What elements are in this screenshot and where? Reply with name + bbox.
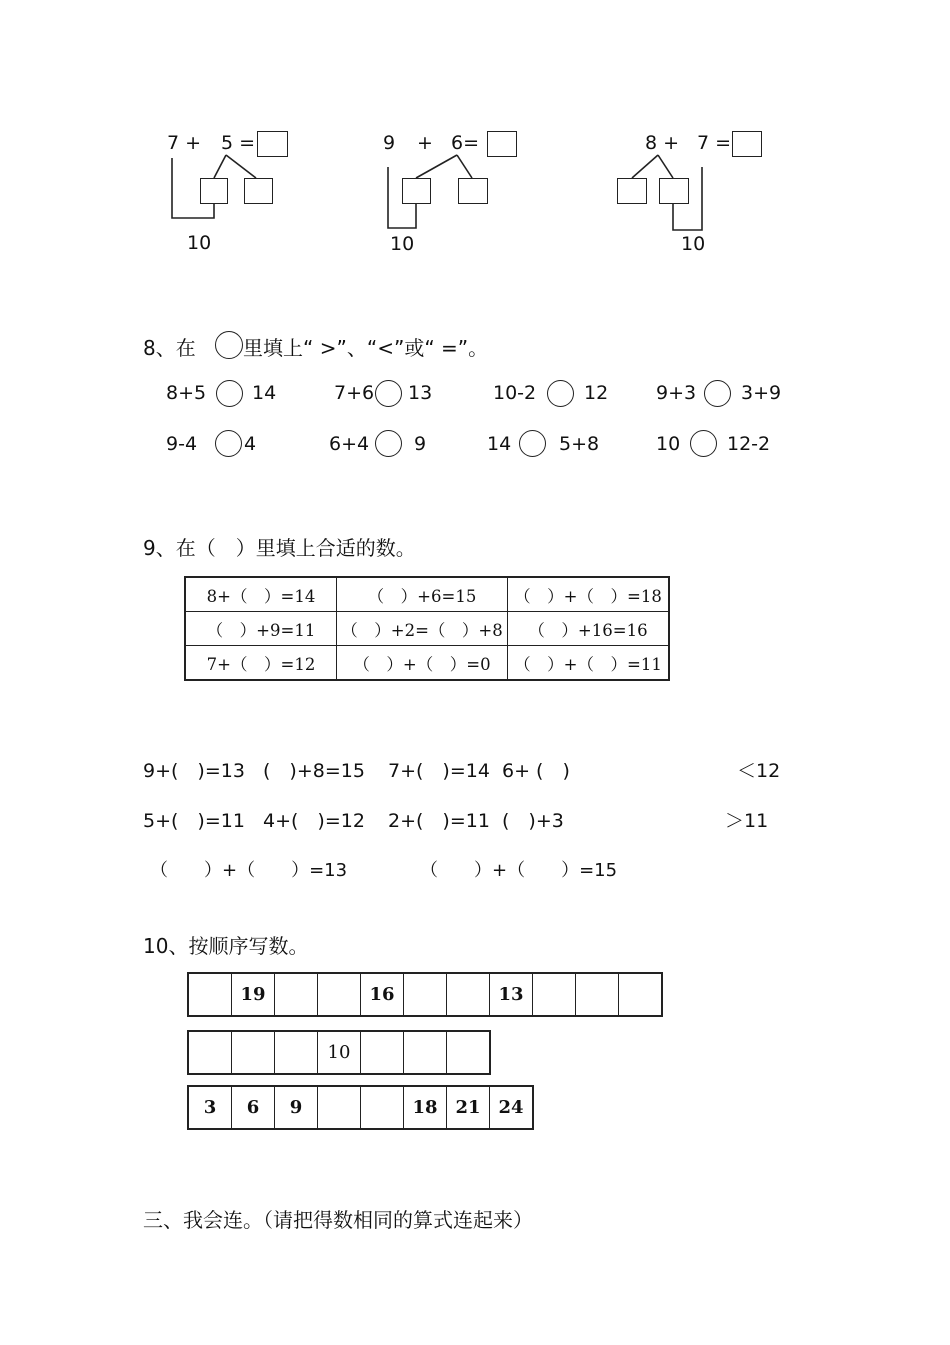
q8-r2-c4-left: 10 <box>656 433 681 455</box>
table-row <box>185 612 669 646</box>
seq-cell[interactable]: 21 <box>447 1086 490 1129</box>
q8-r1-c1-left: 8+5 <box>166 382 207 404</box>
seq-cell[interactable] <box>275 973 318 1016</box>
seq-cell[interactable] <box>188 1031 232 1074</box>
q9-l3-eq2[interactable]: （ ）+（ ）=15 <box>420 860 618 881</box>
q8-r2-c2-right: 9 <box>414 433 427 455</box>
seq-cell[interactable]: 18 <box>404 1086 447 1129</box>
seq-cell[interactable]: 10 <box>318 1031 361 1074</box>
table-row <box>185 577 669 612</box>
q9-l2-eq2[interactable]: 4+( )=12 <box>263 810 365 832</box>
q8-r1-c3-left: 10-2 <box>493 382 537 404</box>
q10-sequence-row-2 <box>187 1030 491 1075</box>
seq-cell[interactable] <box>318 1086 361 1129</box>
seq-cell[interactable] <box>361 1031 404 1074</box>
q8-r2-c1-left: 9-4 <box>166 433 198 455</box>
q8-title-circle-icon <box>215 331 243 359</box>
q8-r2-c1-right: 4 <box>244 433 257 455</box>
q7-g3-ten: 10 <box>681 233 706 255</box>
q7-g2-addend-b: 6= <box>451 132 480 154</box>
q8-r2-c1-circle[interactable] <box>215 430 242 457</box>
q7-g3-addend-a: 8 + <box>645 132 680 154</box>
seq-cell[interactable] <box>447 973 490 1016</box>
q7-connector-lines <box>0 0 950 300</box>
seq-cell[interactable] <box>576 973 619 1016</box>
q8-r1-c4-circle[interactable] <box>704 380 731 407</box>
q9-cell[interactable]: （ ）+（ ）=0 <box>337 646 508 681</box>
q9-l2-eq4-tail: ＞11 <box>725 810 769 832</box>
q9-l1-eq1[interactable]: 9+( )=13 <box>143 760 245 782</box>
q9-l3-eq1[interactable]: （ ）+（ ）=13 <box>150 860 348 881</box>
q9-table <box>184 576 670 681</box>
q9-l1-eq4-tail: ＜12 <box>737 760 781 782</box>
q7-g3-addend-b: 7 = <box>697 132 732 154</box>
q9-l1-eq2[interactable]: ( )+8=15 <box>263 760 365 782</box>
q8-r2-c4-circle[interactable] <box>690 430 717 457</box>
q7-g1-addend-b: 5 = <box>221 132 256 154</box>
q8-r2-c3-circle[interactable] <box>519 430 546 457</box>
q8-r1-c2-right: 13 <box>408 382 433 404</box>
q9-cell[interactable]: （ ）+（ ）=11 <box>508 646 670 681</box>
seq-cell[interactable]: 3 <box>188 1086 232 1129</box>
q9-cell[interactable]: 7+（ ）=12 <box>185 646 337 681</box>
q9-l2-eq3[interactable]: 2+( )=11 <box>388 810 490 832</box>
seq-cell[interactable] <box>619 973 663 1016</box>
q8-r2-c2-left: 6+4 <box>329 433 370 455</box>
q8-r1-c4-right: 3+9 <box>741 382 782 404</box>
q9-cell[interactable]: （ ）+6=15 <box>337 577 508 612</box>
q7-g2-ten: 10 <box>390 233 415 255</box>
seq-cell[interactable] <box>533 973 576 1016</box>
q10-sequence-row-1 <box>187 972 663 1017</box>
q10-title: 10、按顺序写数。 <box>143 934 309 958</box>
q9-l1-eq3[interactable]: 7+( )=14 <box>388 760 490 782</box>
q8-r1-c2-circle[interactable] <box>375 380 402 407</box>
table-row <box>188 1086 533 1129</box>
q8-r1-c1-right: 14 <box>252 382 277 404</box>
seq-cell[interactable]: 13 <box>490 973 533 1016</box>
q9-cell[interactable]: （ ）+（ ）=18 <box>508 577 670 612</box>
q8-title-prefix: 8、在 <box>143 336 196 360</box>
q9-cell[interactable]: （ ）+2=（ ）+8 <box>337 612 508 646</box>
q8-r2-c3-left: 14 <box>487 433 512 455</box>
table-row <box>188 1031 490 1074</box>
q8-r2-c4-right: 12-2 <box>727 433 771 455</box>
seq-cell[interactable] <box>404 1031 447 1074</box>
seq-cell[interactable]: 24 <box>490 1086 534 1129</box>
q8-r1-c3-right: 12 <box>584 382 609 404</box>
q9-cell[interactable]: （ ）+9=11 <box>185 612 337 646</box>
q8-title-suffix: 里填上“ >”、“<”或“ =”。 <box>243 336 489 360</box>
q10-sequence-row-3 <box>187 1085 534 1130</box>
q9-l2-eq4[interactable]: ( )+3 <box>502 810 564 832</box>
q7-g2-plus: + <box>417 132 433 154</box>
q8-r1-c3-circle[interactable] <box>547 380 574 407</box>
seq-cell[interactable] <box>447 1031 491 1074</box>
q8-r1-c4-left: 9+3 <box>656 382 697 404</box>
q7-g1-ten: 10 <box>187 232 212 254</box>
seq-cell[interactable] <box>275 1031 318 1074</box>
q9-title: 9、在（ ）里填上合适的数。 <box>143 536 416 560</box>
q7-g1-addend-a: 7 + <box>167 132 202 154</box>
q9-l2-eq1[interactable]: 5+( )=11 <box>143 810 245 832</box>
q9-cell[interactable]: 8+（ ）=14 <box>185 577 337 612</box>
q8-r1-c1-circle[interactable] <box>216 380 243 407</box>
section-3-title: 三、我会连。（请把得数相同的算式连起来） <box>143 1208 533 1232</box>
seq-cell[interactable]: 16 <box>361 973 404 1016</box>
q9-cell[interactable]: （ ）+16=16 <box>508 612 670 646</box>
q8-r1-c2-left: 7+6 <box>334 382 375 404</box>
seq-cell[interactable] <box>318 973 361 1016</box>
seq-cell[interactable] <box>361 1086 404 1129</box>
table-row <box>185 646 669 681</box>
seq-cell[interactable] <box>404 973 447 1016</box>
seq-cell[interactable] <box>232 1031 275 1074</box>
seq-cell[interactable]: 9 <box>275 1086 318 1129</box>
seq-cell[interactable]: 6 <box>232 1086 275 1129</box>
seq-cell[interactable] <box>188 973 232 1016</box>
seq-cell[interactable]: 19 <box>232 973 275 1016</box>
q8-r2-c3-right: 5+8 <box>559 433 600 455</box>
q9-l1-eq4[interactable]: 6+ ( ) <box>502 760 570 782</box>
table-row <box>188 973 662 1016</box>
q8-r2-c2-circle[interactable] <box>375 430 402 457</box>
q7-g2-addend-a: 9 <box>383 132 396 154</box>
